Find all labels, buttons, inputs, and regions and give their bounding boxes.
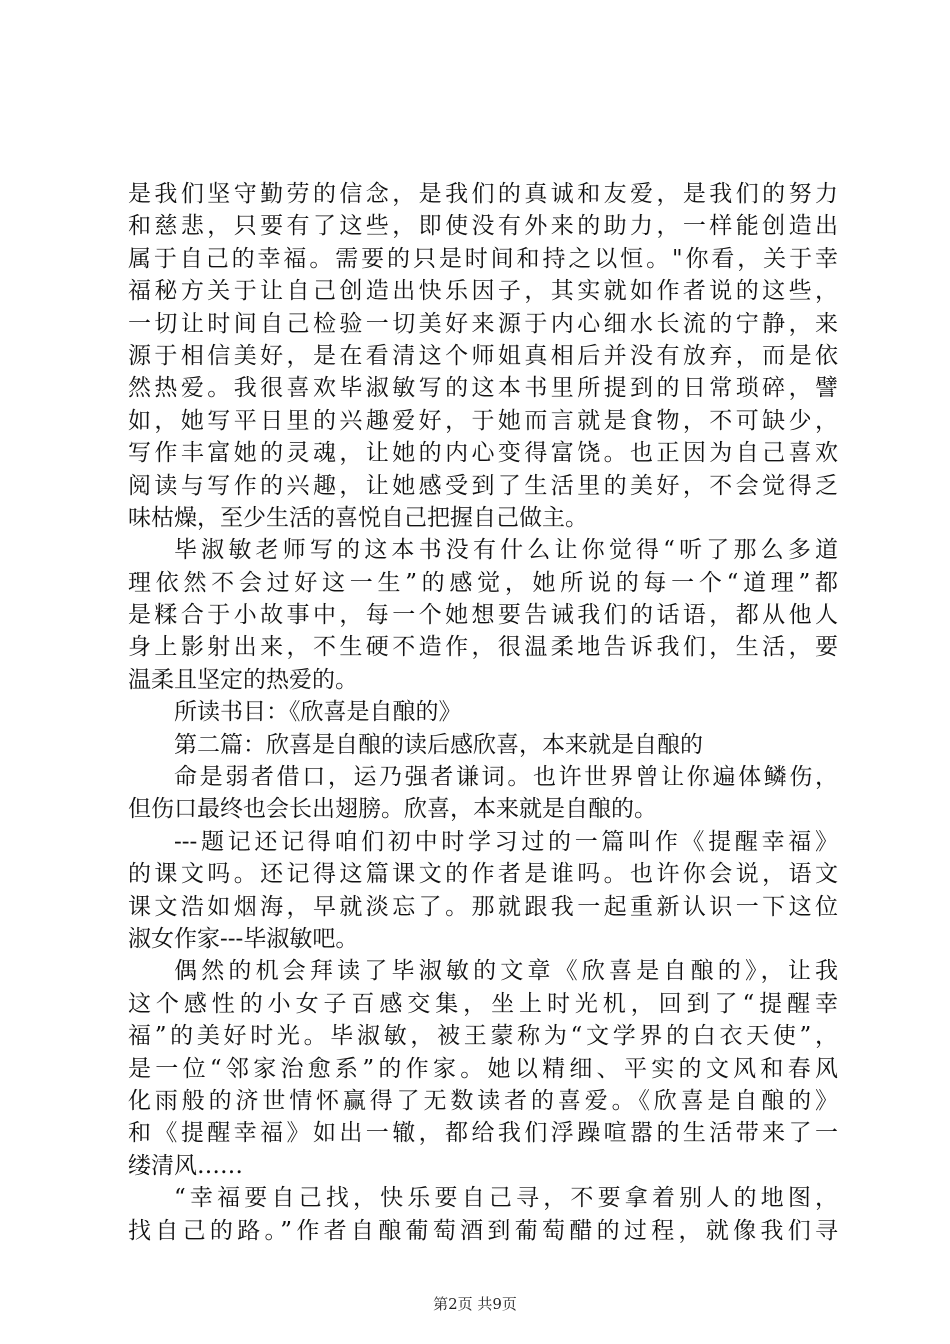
text-line: 写作丰富她的灵魂，让她的内心变得富饶。也正因为自己喜欢 [128,440,838,467]
text-line: 偶然的机会拜读了毕淑敏的文章《欣喜是自酿的》，让我 [174,958,838,985]
text-line: 理依然不会过好这一生”的感觉，她所说的每一个“道理”都 [128,569,838,596]
text-line: 属于自己的幸福。需要的只是时间和持之以恒。"你看，关于幸 [128,245,838,272]
text-line: 温柔且坚定的热爱的。 [128,666,358,693]
page-footer: 第2页 共9页 [433,1295,517,1313]
text-line: 找自己的路。”作者自酿葡萄酒到葡萄醋的过程，就像我们寻 [128,1217,838,1244]
text-line: 化雨般的济世情怀赢得了无数读者的喜爱。《欣喜是自酿的》 [128,1087,838,1114]
text-line: 福秘方关于让自己创造出快乐因子，其实就如作者说的这些， [128,278,838,305]
text-line: 一切让时间自己检验一切美好来源于内心细水长流的宁静，来 [128,310,838,337]
text-line: 命是弱者借口，运乃强者谦词。也许世界曾让你遍体鳞伤， [174,764,838,791]
text-line: 所读书目：《欣喜是自酿的》 [174,699,462,726]
text-line: 味枯燥，至少生活的喜悦自己把握自己做主。 [128,504,588,531]
text-line: 第二篇：欣喜是自酿的读后感欣喜，本来就是自酿的 [174,731,703,758]
text-line: 和《提醒幸福》如出一辙，都给我们浮躁喧嚣的生活带来了一 [128,1120,838,1147]
text-line: 缕清风…… [128,1152,243,1179]
text-line: “幸福要自己找，快乐要自己寻，不要拿着别人的地图， [174,1185,838,1212]
text-line: 的课文吗。还记得这篇课文的作者是谁吗。也许你会说，语文 [128,861,838,888]
text-line: 淑女作家---毕淑敏吧。 [128,925,359,952]
text-line: 课文浩如烟海，早就淡忘了。那就跟我一起重新认识一下这位 [128,893,838,920]
text-line: 如，她写平日里的兴趣爱好，于她而言就是食物，不可缺少， [128,407,838,434]
text-line: 但伤口最终也会长出翅膀。欣喜，本来就是自酿的。 [128,796,657,823]
text-line: 身上影射出来，不生硬不造作，很温柔地告诉我们，生活，要 [128,634,838,661]
text-line: 是糅合于小故事中，每一个她想要告诫我们的话语，都从他人 [128,602,838,629]
text-line: 源于相信美好，是在看清这个师姐真相后并没有放弃，而是依 [128,342,838,369]
text-line: 这个感性的小女子百感交集，坐上时光机，回到了“提醒幸 [128,990,838,1017]
document-body [128,178,838,1247]
text-line: ---题记还记得咱们初中时学习过的一篇叫作《提醒幸福》 [174,828,838,855]
text-line: 然热爱。我很喜欢毕淑敏写的这本书里所提到的日常琐碎，譬 [128,375,838,402]
text-line: 是我们坚守勤劳的信念，是我们的真诚和友爱，是我们的努力 [128,181,838,207]
text-line: 是一位“邻家治愈系”的作家。她以精细、平实的文风和春风 [128,1055,838,1082]
text-line: 福”的美好时光。毕淑敏，被王蒙称为“文学界的白衣天使”， [128,1023,838,1050]
text-line: 毕淑敏老师写的这本书没有什么让你觉得“听了那么多道 [174,537,838,564]
text-line: 和慈悲，只要有了这些，即使没有外来的助力，一样能创造出 [128,213,838,240]
text-line: 阅读与写作的兴趣，让她感受到了生活里的美好，不会觉得乏 [128,472,838,499]
